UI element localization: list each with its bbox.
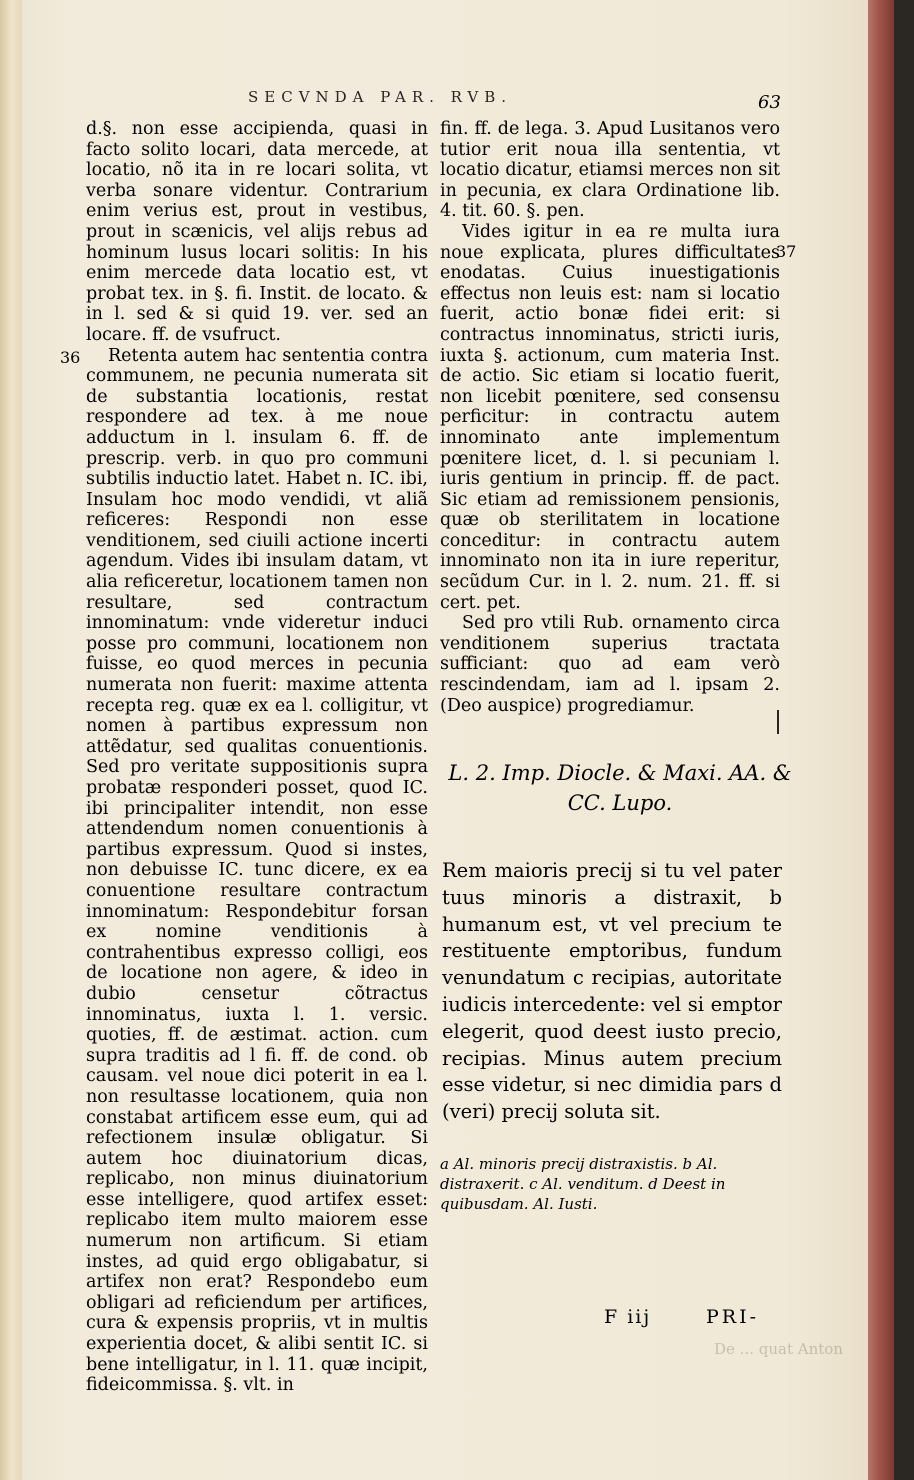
book-cover-edge <box>894 0 914 1480</box>
signature-mark: F iij <box>604 1306 652 1328</box>
running-header: SECVNDA PAR. RVB. <box>248 88 513 106</box>
book-left-edge <box>0 0 23 1480</box>
left-column <box>86 119 428 1396</box>
law-heading-line: L. 2. Imp. Diocle. & Maxi. AA. & <box>448 761 792 785</box>
law-heading-line: CC. Lupo. <box>567 791 673 815</box>
right-paragraph: Sed pro vtili Rub. ornamento circa venditionem superius tractata sufficiant: quo ad eam verò rescindendam, iam ad l. ipsam 2. (Deo auspice) progrediamur. <box>440 613 780 716</box>
law-text: Rem maioris precij si tu vel pater tuus minoris a distraxit, b humanum est, vt vel precium te restituente emptoribus, fundum venundatum c recipias, autoritate iudicis intercedente: vel si emptor elegerit, quod deest iusto precio, recipias. Minus autem precium esse videtur, si nec dimidia pars d (veri) precij soluta sit. <box>442 859 782 1124</box>
red-page-edges <box>868 0 894 1480</box>
right-paragraph: fin. ff. de lega. 3. Apud Lusitanos vero tutior erit noua illa sententia, vt locatio dicatur, etiamsi merces non sit in pecunia, ex clara Ordinatione lib. 4. tit. 60. §. pen. <box>440 119 780 222</box>
left-paragraph: d.§. non esse accipienda, quasi in facto solito locari, data mercede, at locatio, nõ ita in re locari solita, vt verba sonare videntur. Contrarium enim verius est, prout in vestibus, prout in scænicis, vel alijs rebus ad hominum lusus locari solitis: In his enim mercede data locatio est, vt probat tex. in §. fi. Instit. de locato. & in l. sed & si quid 19. ver. sed an locare. ff. de vsufruct. <box>86 119 428 345</box>
catchword: PRI- <box>706 1306 760 1328</box>
textual-variants: a Al. minoris precij distraxistis. b Al. distraxerit. c Al. venditum. d Deest in quibusdam. Al. Iusti. <box>440 1155 726 1213</box>
law-heading <box>440 758 800 818</box>
margin-number-left: 36 <box>60 348 81 367</box>
right-column <box>440 119 780 716</box>
folio-number: 63 <box>758 92 781 113</box>
margin-number-right: 37 <box>776 242 797 261</box>
left-paragraph: Retenta autem hac sententia contra communem, ne pecunia numerata sit de substantia locationis, restat respondere ad tex. à me noue adductum in l. insulam 6. ff. de prescrip. verb. in quo pro communi subtilis inductio latet. Habet n. IC. ibi, Insulam hoc modo vendidi, vt aliã reficeres: Respondi non esse venditionem, sed ciuili actione incerti agendum. Vides ibi insulam datam, vt alia reficeretur, locationem tamen non resultare, sed contractum innominatum: vnde videretur induci posse pro communi, locationem non fuisse, eo quod merces in pecunia numerata non fuerit: maxime attenta recepta reg. quæ ex ea l. colligitur, vt nomen à partibus expressum non attẽdatur, sed qualitas conuentionis. Sed pro veritate suppositionis supra probatæ responderi posset, quod IC. ibi principaliter intendit, non esse attendendum nomen conuentionis à partibus expressum. Quod si instes, non debuisse IC. tunc dicere, ex ea conuentione resultare contractum innominatum: Respondebitur forsan ex nomine venditionis à contrahentibus expresso colligi, eos de locatione non agere, & ideo in dubio censetur cõtractus innominatus, iuxta l. 1. versic. quoties, ff. de æstimat. action. cum supra traditis ad l fi. ff. de cond. ob causam. vel noue dici poterit in ea l. non resultasse locationem, quia non constabat artificem esse eum, qui ad refectionem insulæ obligatur. Si autem hoc diuinatorium dicas, replicabo, non minus diuinatorium esse intelligere, quod artifex esset: replicabo item multo maiorem esse numerum non artificum. Si etiam instes, ad quid ergo obligabatur, si artifex non erat? Respondebo eum obligari ad reficiendum per artifices, cura & expensis propriis, vt in multis experientia docet, & alibi sentit IC. si bene intelligatur, in l. 11. quæ incipit, fideicommissa. §. vlt. in <box>86 345 428 1396</box>
showthrough-text: De ... quat Anton <box>714 1340 843 1358</box>
right-paragraph: Vides igitur in ea re multa iura noue explicata, plures difficultates enodatas. Cuius inuestigationis effectus non leuis est: nam si locatio fuerit, actio bonæ fidei erit: si contractus innominatus, stricti iuris, iuxta §. actionum, cum materia Inst. de actio. Sic etiam si locatio fuerit, non licebit pœnitere, sed consensu perficitur: in contractu autem innominato ante implementum pœnitere licet, d. l. si pecuniam l. iuris gentium in princip. ff. de pact. Sic etiam ad remissionem pensionis, quæ ob sterilitatem in locatione conceditur: in contractu autem innominato non ita in iure reperitur, secũdum Cur. in l. 2. num. 21. ff. si cert. pet. <box>440 221 780 613</box>
margin-mark <box>777 710 779 734</box>
